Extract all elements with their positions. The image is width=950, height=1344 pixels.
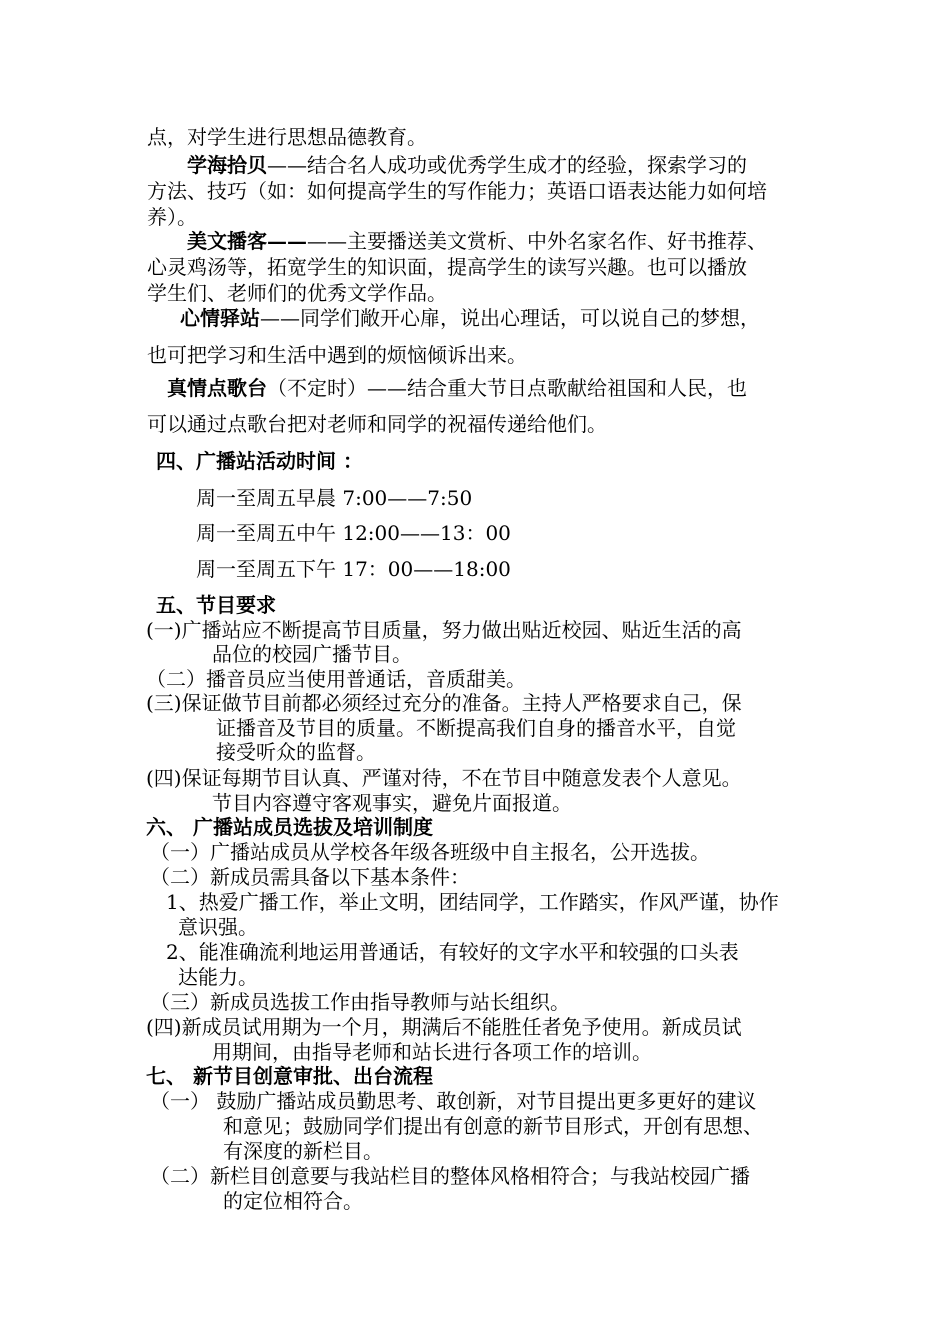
paragraph-line: 方法、技巧（如：如何提高学生的写作能力；英语口语表达能力如何培 <box>147 179 767 203</box>
list-item-continuation: 用期间，由指导老师和站长进行各项工作的培训。 <box>212 1040 652 1064</box>
schedule-line: 周一至周五中午 12:00——13：00 <box>196 521 511 545</box>
list-item: （二）播音员应当使用普通话，音质甜美。 <box>146 667 526 691</box>
paragraph-line: 可以通过点歌台把对老师和同学的祝福传递给他们。 <box>147 412 607 436</box>
list-item: (四)保证每期节目认真、严谨对待，不在节目中随意发表个人意见。 <box>146 766 742 790</box>
list-item-continuation: 节目内容遵守客观事实，避免片面报道。 <box>212 791 572 815</box>
list-item: 2、能准确流利地运用普通话，有较好的文字水平和较强的口头表 <box>166 940 739 964</box>
section-keyword: 真情点歌台 <box>167 376 267 400</box>
list-item-continuation: 品位的校园广播节目。 <box>212 642 412 666</box>
list-item: (三)保证做节目前都必须经过充分的准备。主持人严格要求自己，保 <box>146 691 742 715</box>
section-heading: 六、 广播站成员选拔及培训制度 <box>146 815 433 839</box>
paragraph-line: 点，对学生进行思想品德教育。 <box>147 125 427 149</box>
paragraph-line <box>187 152 747 178</box>
list-item: (四)新成员试用期为一个月，期满后不能胜任者免予使用。新成员试 <box>146 1015 742 1039</box>
list-item-continuation: 达能力。 <box>178 965 258 989</box>
paragraph-text: （不定时）——结合重大节日点歌献给祖国和人民，也 <box>267 376 747 400</box>
list-item: 1、热爱广播工作，举止文明，团结同学，工作踏实，作风严谨，协作 <box>166 890 779 914</box>
section-heading: 四、广播站活动时间 ： <box>156 449 363 473</box>
list-item-continuation: 的定位相符合。 <box>223 1189 363 1213</box>
paragraph-text: ——主要播送美文赏析、中外名家名作、好书推荐、 <box>307 229 767 253</box>
paragraph-line: 也可把学习和生活中遇到的烦恼倾诉出来。 <box>147 343 527 367</box>
list-item: (一)广播站应不断提高节目质量，努力做出贴近校园、贴近生活的高 <box>146 618 742 642</box>
list-item-continuation: 接受听众的监督。 <box>216 740 376 764</box>
list-item-continuation: 有深度的新栏目。 <box>223 1139 383 1163</box>
section-keyword: 美文播客—— <box>187 229 307 253</box>
schedule-line: 周一至周五早晨 7:00——7:50 <box>196 486 473 510</box>
list-item-continuation: 意识强。 <box>178 915 258 939</box>
paragraph-text: ——结合名人成功或优秀学生成才的经验，探索学习的 <box>267 153 747 177</box>
schedule-line: 周一至周五下午 17：00——18:00 <box>196 557 511 581</box>
section-keyword: 学海拾贝 <box>187 153 267 177</box>
paragraph-line <box>167 375 747 401</box>
section-heading: 五、节目要求 <box>156 593 276 617</box>
section-heading: 七、 新节目创意审批、出台流程 <box>146 1064 433 1088</box>
list-item: （三）新成员选拔工作由指导教师与站长组织。 <box>150 990 570 1014</box>
paragraph-text: ——同学们敞开心扉，说出心理话，可以说自己的梦想， <box>260 306 760 330</box>
list-item-continuation: 和意见；鼓励同学们提出有创意的新节目形式，开创有思想、 <box>223 1114 763 1138</box>
list-item: （一） 鼓励广播站成员勤思考、敢创新，对节目提出更多更好的建议 <box>150 1089 757 1113</box>
section-keyword: 心情驿站 <box>180 306 260 330</box>
paragraph-line <box>187 228 767 254</box>
list-item: （一）广播站成员从学校各年级各班级中自主报名，公开选拔。 <box>150 840 710 864</box>
list-item: （二）新成员需具备以下基本条件： <box>150 865 470 889</box>
list-item: （二）新栏目创意要与我站栏目的整体风格相符合；与我站校园广播 <box>150 1164 750 1188</box>
paragraph-line: 心灵鸡汤等，拓宽学生的知识面，提高学生的读写兴趣。也可以播放 <box>147 255 747 279</box>
paragraph-line <box>180 305 760 331</box>
paragraph-line: 学生们、老师们的优秀文学作品。 <box>147 281 447 305</box>
list-item-continuation: 证播音及节目的质量。不断提高我们自身的播音水平，自觉 <box>216 716 736 740</box>
paragraph-line: 养）。 <box>147 205 197 229</box>
